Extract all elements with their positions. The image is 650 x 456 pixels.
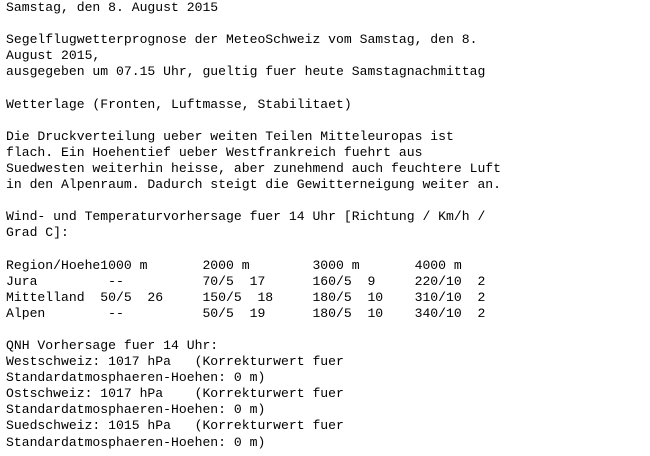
- spacer: [6, 241, 646, 257]
- wetterlage-text-line: Suedwesten weiterhin heisse, aber zunehmend auch feuchtere Luft: [6, 160, 502, 176]
- date-line: Samstag, den 8. August 2015: [6, 0, 219, 15]
- forecast-title-line-2: August 2015,: [6, 48, 101, 64]
- wind-table-row-mittelland: Mittelland 50/5 26 150/5 18 180/5 10 310/10 2: [6, 289, 486, 305]
- spacer: [6, 80, 646, 96]
- forecast-issued-line: ausgegeben um 07.15 Uhr, gueltig fuer heute Samstagnachmittag: [6, 64, 486, 80]
- forecast-title-line-1: Segelflugwetterprognose der MeteoSchweiz vom Samstag, den 8.: [6, 32, 478, 48]
- wind-heading-line-1: Wind- und Temperaturvorhersage fuer 14 Uhr [Richtung / Km/h /: [6, 209, 486, 225]
- spacer: [6, 113, 646, 129]
- wetterlage-text-line: in den Alpenraum. Dadurch steigt die Gewitterneigung weiter an.: [6, 177, 502, 193]
- qnh-line-westschweiz: Westschweiz: 1017 hPa (Korrekturwert fuer: [6, 354, 344, 370]
- wetterlage-text-line: flach. Ein Hoehentief ueber Westfrankreich fuehrt aus: [6, 144, 423, 160]
- qnh-heading: QNH Vorhersage fuer 14 Uhr:: [6, 337, 219, 353]
- spacer: [6, 16, 646, 32]
- wind-table-row-alpen: Alpen -- 50/5 19 180/5 10 340/10 2: [6, 305, 486, 321]
- qnh-correction-line: Standardatmosphaeren-Hoehen: 0 m): [6, 402, 266, 418]
- wind-table-row-jura: Jura -- 70/5 17 160/5 9 220/10 2: [6, 273, 486, 289]
- qnh-correction-line: Standardatmosphaeren-Hoehen: 0 m): [6, 434, 266, 450]
- forecast-document: [6, 0, 646, 451]
- wetterlage-heading: Wetterlage (Fronten, Luftmasse, Stabilitaet): [6, 96, 352, 112]
- qnh-line-suedschweiz: Suedschweiz: 1015 hPa (Korrekturwert fuer: [6, 418, 344, 434]
- qnh-correction-line: Standardatmosphaeren-Hoehen: 0 m): [6, 370, 266, 386]
- wetterlage-text-line: Die Druckverteilung ueber weiten Teilen Mitteleuropas ist: [6, 128, 454, 144]
- qnh-line-ostschweiz: Ostschweiz: 1017 hPa (Korrekturwert fuer: [6, 386, 344, 402]
- spacer: [6, 193, 646, 209]
- spacer: [6, 322, 646, 338]
- wind-table-header: Region/Hoehe1000 m 2000 m 3000 m 4000 m: [6, 257, 462, 273]
- wind-heading-line-2: Grad C]:: [6, 225, 69, 241]
